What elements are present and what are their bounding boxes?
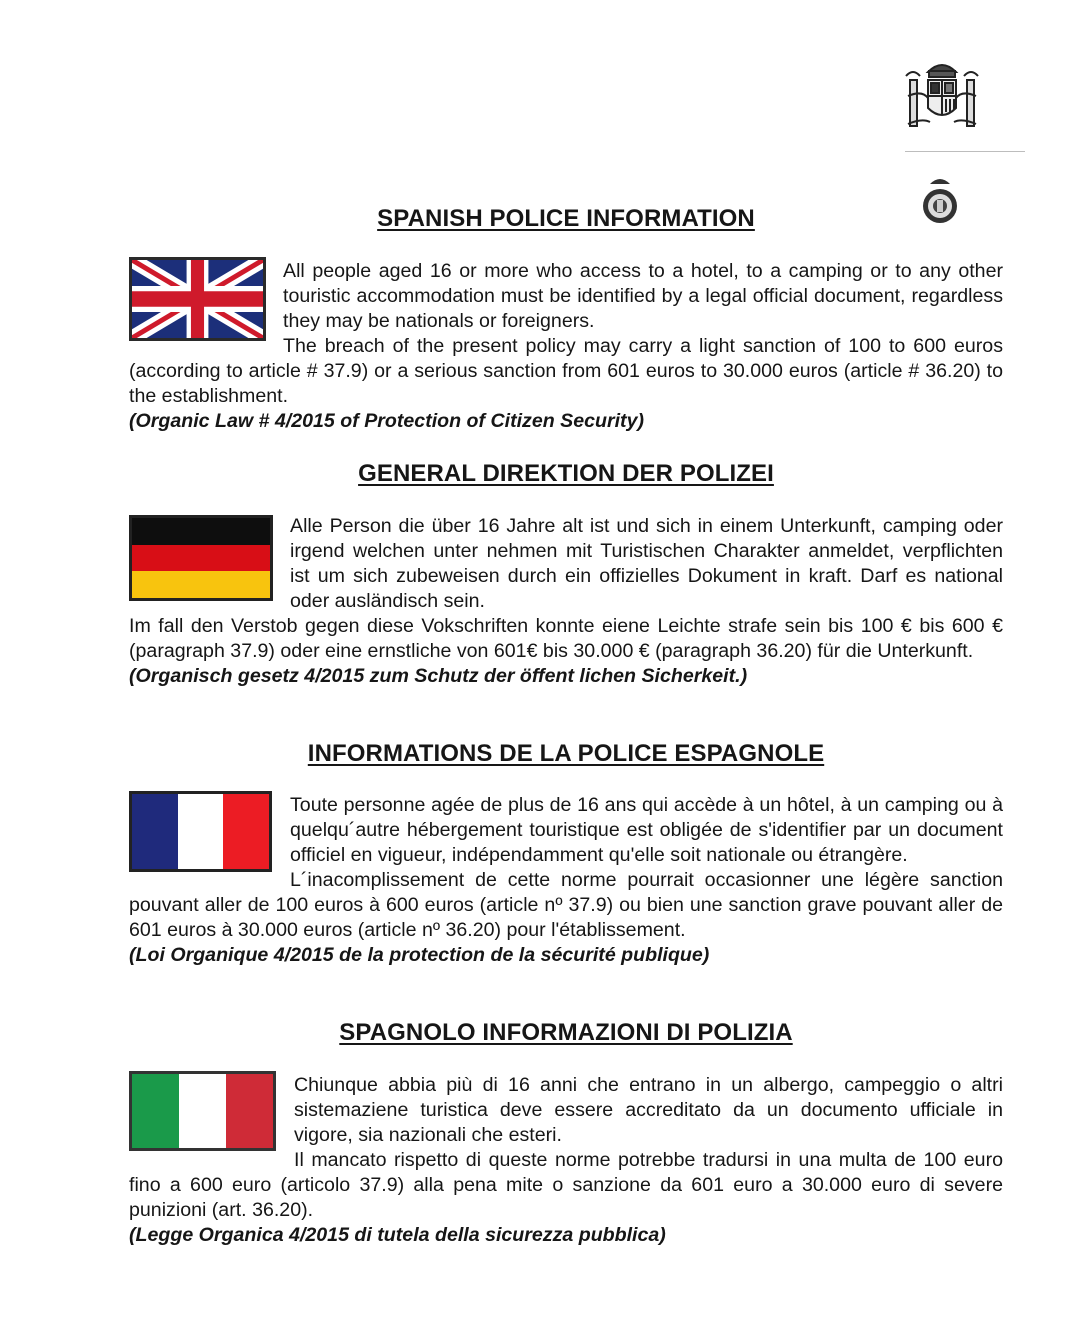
sanction-paragraph: Im fall den Verstob gegen diese Vokschriften konnte eiene Leichte strafe sein bis 100 € bis 600 € (paragraph 37.9) oder eine ernstliche von 601€ bis 30.000 € (paragraph 36.20) für die Unterkunft. <box>129 615 1003 662</box>
identification-paragraph: Alle Person die über 16 Jahre alt ist und sich in einem Unterkunft, camping oder irgend welchen unter nehmen mit Turistischen Charakter anmeldet, verpflichten ist um sich zubeweisen durch ein offizielles Dokument in kraft. Darf es national oder ausländisch sein. <box>290 515 1003 612</box>
section-heading: SPAGNOLO INFORMAZIONI DI POLIZIA <box>339 1019 793 1046</box>
section-heading: INFORMATIONS DE LA POLICE ESPAGNOLE <box>307 740 825 767</box>
sanction-paragraph: The breach of the present policy may carry a light sanction of 100 to 600 euros (according to article # 37.9) or a serious sanction from 601 euros to 30.000 euros (article # 36.20) to the establishment. <box>129 335 1003 407</box>
law-reference: (Legge Organica 4/2015 di tutela della sicurezza pubblica) <box>129 1224 666 1246</box>
section-body <box>129 793 1003 968</box>
law-reference: (Organic Law # 4/2015 of Protection of Citizen Security) <box>129 410 644 432</box>
section-heading: SPANISH POLICE INFORMATION <box>377 205 755 232</box>
section-body <box>129 1073 1003 1248</box>
law-reference: (Loi Organique 4/2015 de la protection de la sécurité publique) <box>129 944 710 966</box>
identification-paragraph: All people aged 16 or more who access to a hotel, to a camping or to any other touristic accommodation must be identified by a legal official document, regardless they may be nationals or foreigners. <box>283 260 1003 332</box>
section-heading: GENERAL DIREKTION DER POLIZEI <box>358 460 774 487</box>
sanction-paragraph: Il mancato rispetto di queste norme potrebbe tradursi in una multa de 100 euro fino a 600 euro (articolo 37.9) alla pena mite o sanzione da 601 euro a 30.000 euro di severe punizioni (art. 36.20). <box>129 1149 1003 1221</box>
identification-paragraph: Chiunque abbia più di 16 anni che entrano in un albergo, campeggio o altri sistemaziene turistica deve essere accreditato da un documento ufficiale in vigore, sia nazionali che esteri. <box>294 1074 1003 1146</box>
identification-paragraph: Toute personne agée de plus de 16 ans qui accède à un hôtel, à un camping ou à quelqu´autre hébergement touristique est obligée de s'identifier par un document officiel en vigueur, indépendamment qu'elle soit nationale ou étrangère. <box>290 794 1003 866</box>
law-reference: (Organisch gesetz 4/2015 zum Schutz der öffent lichen Sicherkeit.) <box>129 665 748 687</box>
spanish-coat-of-arms-icon <box>902 52 982 136</box>
section-body <box>129 259 1003 434</box>
sanction-paragraph: L´inacomplissement de cette norme pourrait occasionner une légère sanction pouvant aller de 100 euros à 600 euros (article nº 37.9) ou bien une sanction grave pouvant aller de 601 euros à 30.000 euros (article nº 36.20) pour l'établissement. <box>129 869 1003 941</box>
header-divider <box>905 151 1025 152</box>
section-body <box>129 514 1003 689</box>
